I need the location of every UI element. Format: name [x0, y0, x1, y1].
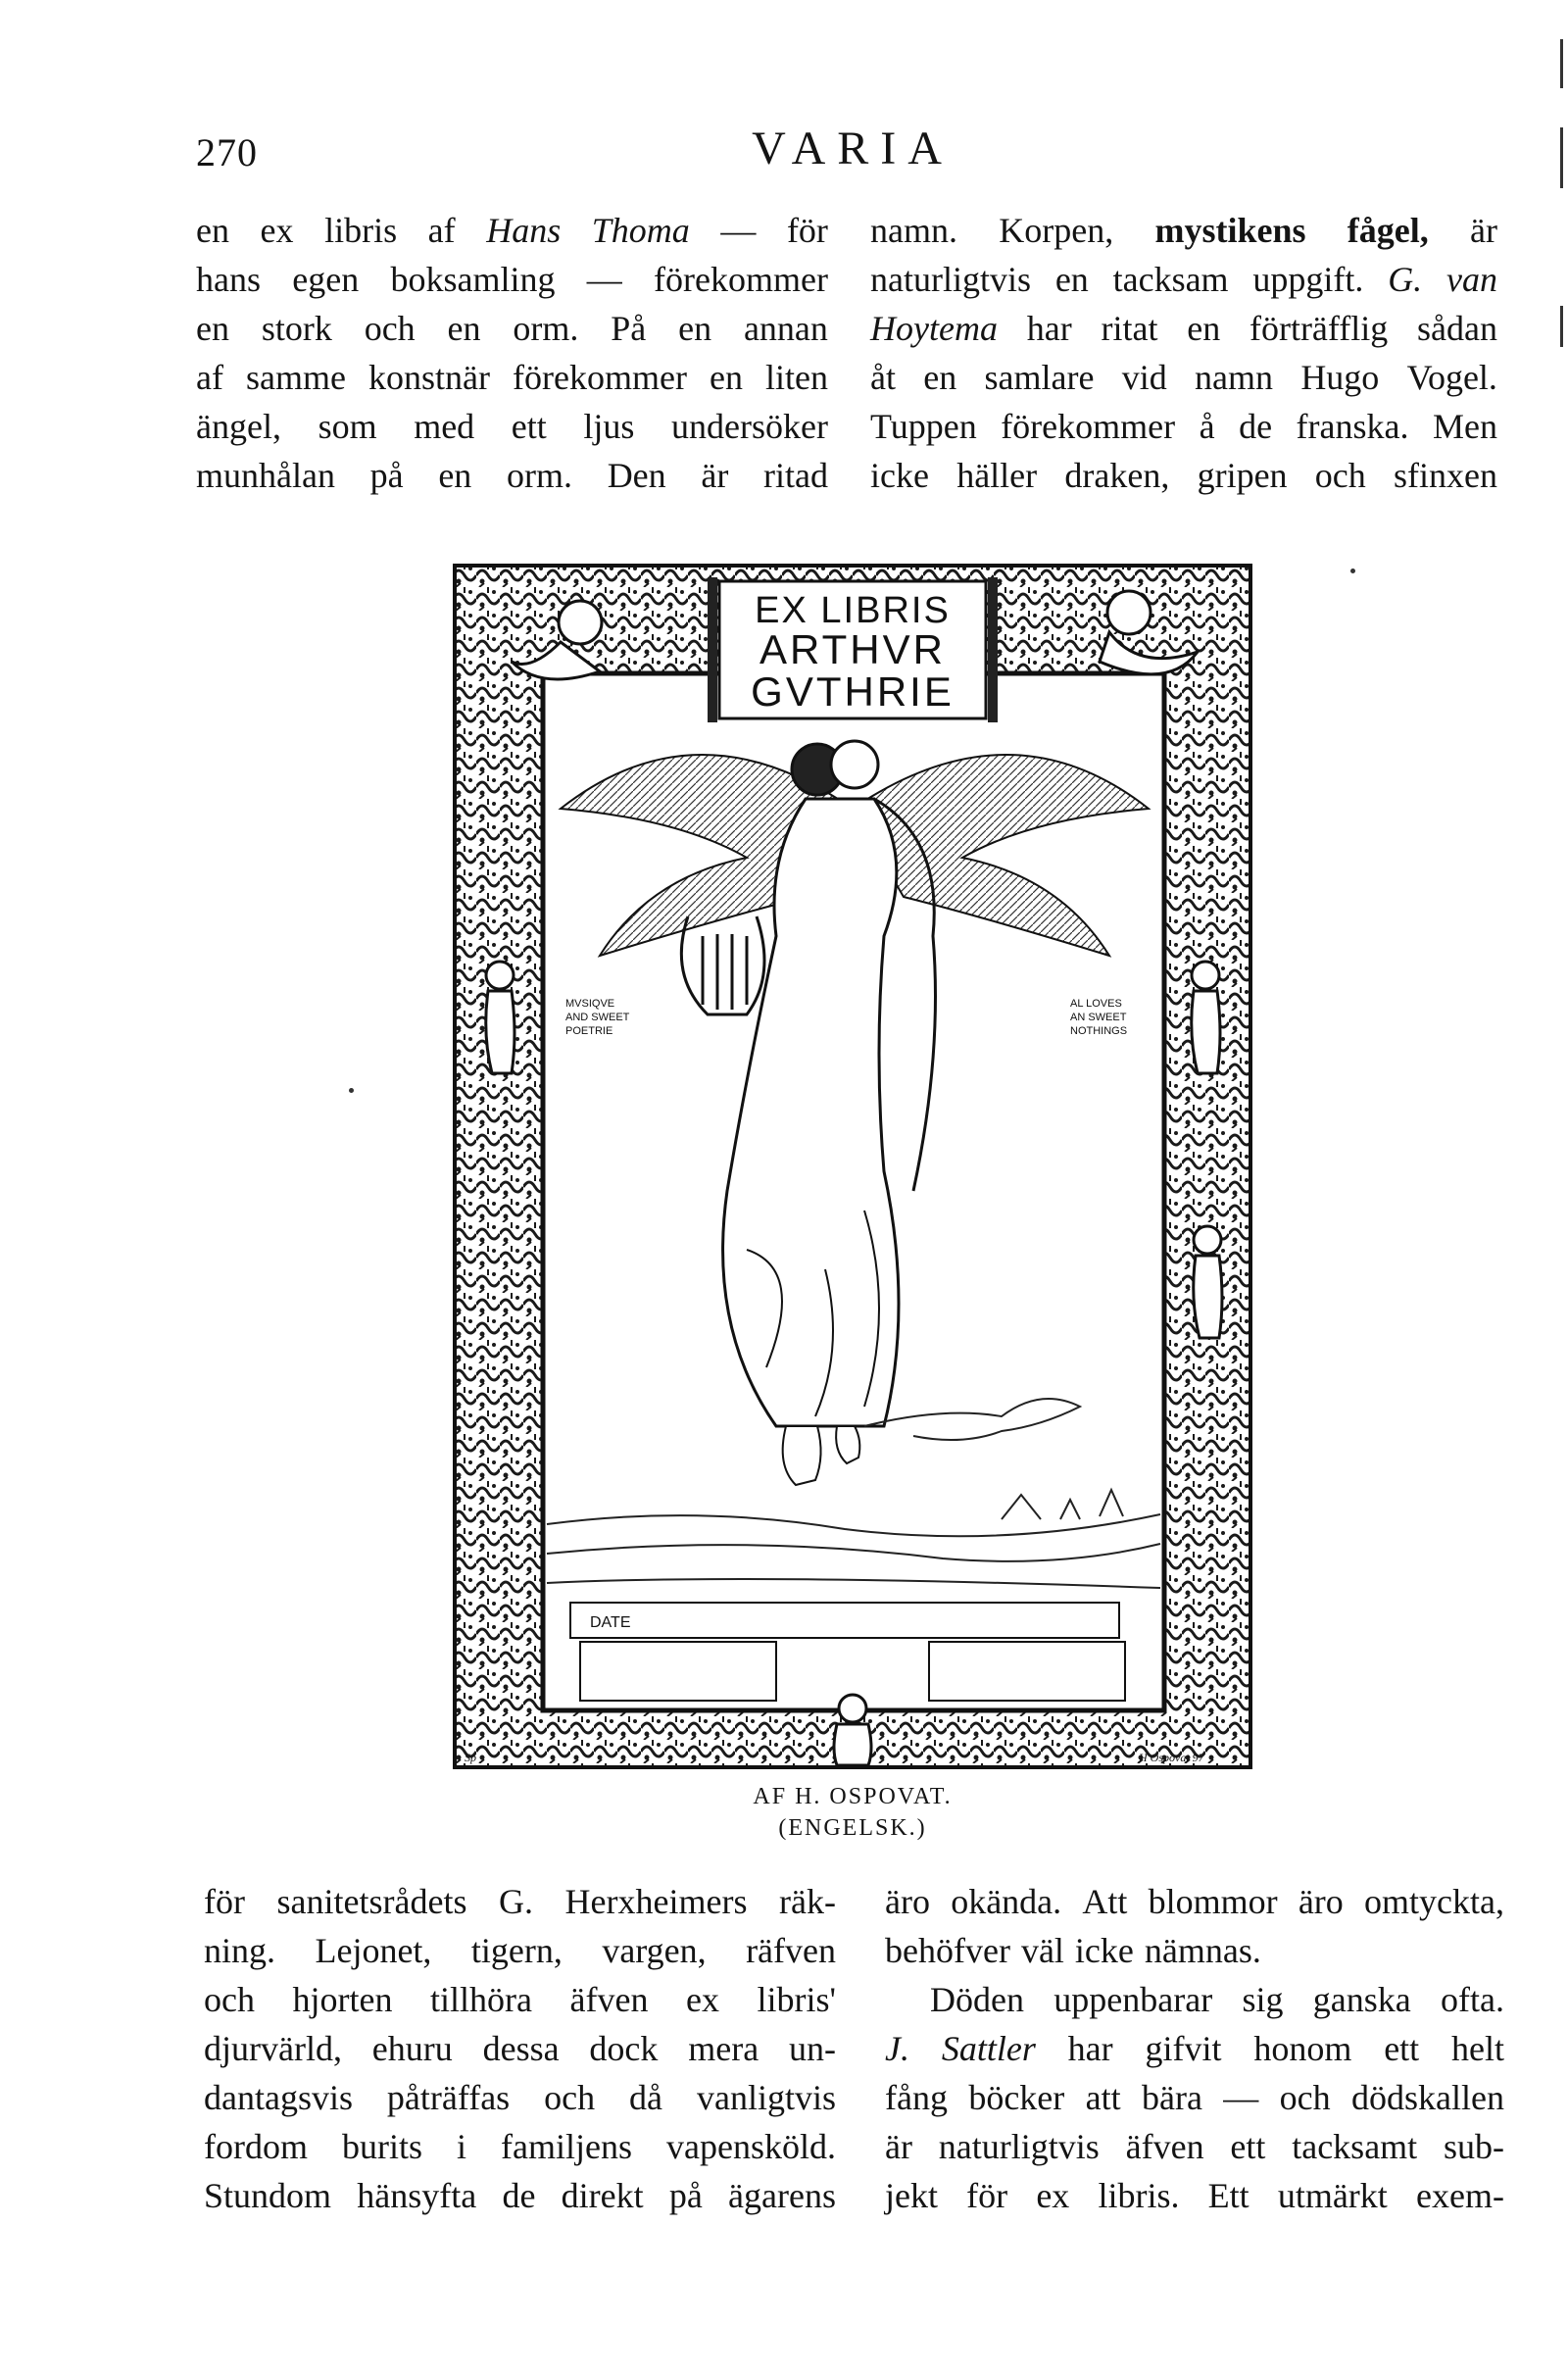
text-line [196, 304, 828, 353]
word: uppgift. [1252, 260, 1364, 299]
word: är [1470, 211, 1497, 250]
right-panel-line-3: NOTHINGS [1070, 1025, 1128, 1037]
text-line [870, 206, 1497, 255]
word: konstnär [368, 358, 490, 397]
word: orm. [513, 309, 579, 348]
word: un- [789, 2029, 836, 2068]
word: hjorten [292, 1980, 393, 2019]
word: ägarens [728, 2176, 836, 2215]
text-line [885, 2024, 1504, 2073]
word: dödskallen [1351, 2078, 1504, 2117]
section-title: VARIA [752, 123, 954, 174]
word: vid [1121, 358, 1167, 397]
word: böcker [968, 2078, 1065, 2117]
word: är [701, 456, 729, 495]
word: och [364, 309, 416, 348]
word: naturligtvis [870, 260, 1031, 299]
text-line [204, 1975, 836, 2024]
word: sfinxen [1394, 456, 1497, 495]
word: fång [885, 2078, 948, 2117]
word: äro [1298, 1882, 1344, 1921]
scan-speck [349, 1088, 354, 1093]
word: — [1223, 2078, 1259, 2117]
text-line [885, 2073, 1504, 2122]
word: bära [1141, 2078, 1202, 2117]
word: sanitetsrådets [276, 1882, 467, 1921]
word: Herxheimers [564, 1882, 748, 1921]
word: sub- [1444, 2127, 1504, 2166]
word: okända. [951, 1882, 1062, 1921]
word: van [1446, 260, 1497, 299]
word: en [1054, 260, 1089, 299]
word: icke [1074, 1931, 1134, 1970]
word: de [1239, 407, 1273, 446]
word: G. [1388, 260, 1423, 299]
page-number: 270 [196, 130, 258, 174]
word: draken, [1064, 456, 1170, 495]
word: G. [499, 1882, 533, 1921]
right-panel-line-2: AN SWEET [1070, 1012, 1127, 1023]
word: sig [1242, 1980, 1284, 2019]
text-line [204, 2073, 836, 2122]
word: franska. [1296, 407, 1409, 446]
word: på [369, 456, 404, 495]
text-line [204, 2171, 836, 2220]
word: stork [261, 309, 332, 348]
side-figure-left [486, 962, 514, 1073]
left-panel-line-1: MVSIQVE [565, 998, 615, 1010]
word: af [427, 211, 456, 250]
word: ex [260, 211, 294, 250]
word: af [196, 358, 223, 397]
word: äro [885, 1882, 930, 1921]
word: Den [607, 456, 666, 495]
word: ängel, [196, 407, 281, 446]
word: ex [1036, 2176, 1070, 2215]
word: ett [511, 407, 547, 446]
text-line [885, 1877, 1504, 1926]
text-column-top-right [870, 206, 1497, 500]
caption-artist: AF H. OSPOVAT. [753, 1784, 953, 1809]
text-line [196, 206, 828, 255]
signature-left: Sp [465, 1751, 476, 1764]
word: jekt [885, 2176, 938, 2215]
word: ehuru [371, 2029, 453, 2068]
word: som [318, 407, 377, 446]
text-line [196, 255, 828, 304]
word: libris. [1098, 2176, 1180, 2215]
word: Stundom [204, 2176, 332, 2215]
word: Tuppen [870, 407, 977, 446]
word: Att [1082, 1882, 1128, 1921]
word: de [502, 2176, 536, 2215]
word: en [923, 358, 957, 397]
ex-libris-illustration [453, 564, 1252, 1769]
word: munhålan [196, 456, 335, 495]
text-line [870, 353, 1497, 402]
word: sådan [1417, 309, 1497, 348]
word: Thoma [591, 211, 690, 250]
right-panel-line-1: AL LOVES [1070, 998, 1122, 1010]
text-line [870, 255, 1497, 304]
word: Sattler [941, 2029, 1036, 2068]
word: uppenbarar [1054, 1980, 1213, 2019]
word: och [544, 2078, 596, 2117]
signature-right: H Ospovat 97 [1139, 1751, 1204, 1764]
word: en [678, 309, 712, 348]
text-line [885, 1975, 1504, 2024]
word: Hans [486, 211, 562, 250]
word: utmärkt [1277, 2176, 1388, 2215]
word: med [414, 407, 475, 446]
left-panel-line-2: AND SWEET [565, 1012, 630, 1023]
scan-edge-mark [1560, 39, 1563, 88]
caption-origin: (ENGELSK.) [778, 1815, 927, 1841]
text-column-top-left [196, 206, 828, 500]
word: och [204, 1980, 255, 2019]
plate-title-line-1: EX LIBRIS [755, 590, 951, 631]
plate-title-line-2: ARTHVR [760, 626, 946, 672]
word: fågel, [1347, 211, 1429, 250]
text-line [885, 2122, 1504, 2171]
word: exem- [1415, 2176, 1504, 2215]
word: orm. [507, 456, 572, 495]
text-column-bottom-left [204, 1877, 836, 2220]
word: att [1085, 2078, 1121, 2117]
word: Men [1432, 407, 1497, 446]
bottom-figure [834, 1695, 871, 1765]
text-line [204, 2024, 836, 2073]
text-line [196, 451, 828, 500]
word: dock [589, 2029, 659, 2068]
word: ning. [204, 1931, 276, 1970]
word: tacksam [1112, 260, 1229, 299]
word: vargen, [602, 1931, 707, 1970]
word: en [196, 211, 229, 250]
word: dessa [482, 2029, 560, 2068]
word: i [457, 2127, 467, 2166]
word: ganska [1312, 1980, 1411, 2019]
word: Döden [930, 1980, 1024, 2019]
word: libris' [757, 1980, 836, 2019]
word: — [720, 211, 757, 250]
word: ex [685, 1980, 719, 2019]
word: ett [1230, 2127, 1266, 2166]
word: djurvärld, [204, 2029, 342, 2068]
word: burits [341, 2127, 422, 2166]
scan-speck [1350, 569, 1355, 573]
word: nämnas. [1144, 1931, 1261, 1970]
word: tillhöra [430, 1980, 532, 2019]
word: har [1067, 2029, 1113, 2068]
word: mera [688, 2029, 760, 2068]
word: och [1279, 2078, 1331, 2117]
word: Korpen, [999, 211, 1114, 250]
text-line [885, 1926, 1504, 1975]
word: väl [1020, 1931, 1064, 1970]
text-line [204, 1926, 836, 1975]
word: På [611, 309, 647, 348]
word: vapensköld. [665, 2127, 836, 2166]
scan-edge-mark [1560, 127, 1563, 188]
word: på [668, 2176, 703, 2215]
word: förekommer [513, 358, 687, 397]
text-column-bottom-right [885, 1877, 1504, 2220]
word: Lejonet, [315, 1931, 432, 1970]
text-line [870, 304, 1497, 353]
word: tacksamt [1292, 2127, 1418, 2166]
word: gifvit [1145, 2029, 1222, 2068]
word: boksamling [390, 260, 556, 299]
word: vanligtvis [696, 2078, 836, 2117]
text-line [204, 1877, 836, 1926]
plate-title-line-3: GVTHRIE [751, 668, 955, 715]
word: blommor [1148, 1882, 1278, 1921]
word: ritat [1101, 309, 1158, 348]
word: familjens [501, 2127, 632, 2166]
word: J. [885, 2029, 909, 2068]
text-line [870, 451, 1497, 500]
text-line [204, 2122, 836, 2171]
word: förekommer [654, 260, 828, 299]
word: häller [956, 456, 1038, 495]
word: behöfver [885, 1931, 1010, 1970]
word: förekommer [1001, 407, 1176, 446]
word: en [710, 358, 743, 397]
word: mystikens [1154, 211, 1306, 250]
word: för [204, 1882, 245, 1921]
scan-edge-mark [1560, 306, 1563, 347]
word: en [438, 456, 472, 495]
word: honom [1253, 2029, 1352, 2068]
word: har [1026, 309, 1072, 348]
word: undersöker [671, 407, 828, 446]
word: ofta. [1441, 1980, 1504, 2019]
text-line [196, 353, 828, 402]
text-line [196, 402, 828, 451]
word: annan [743, 309, 828, 348]
word: för [786, 211, 828, 250]
word: hans [196, 260, 261, 299]
word: räfven [746, 1931, 836, 1970]
word: — [586, 260, 622, 299]
word: en [1187, 309, 1221, 348]
word: libris [324, 211, 398, 250]
word: för [966, 2176, 1008, 2215]
word: en [447, 309, 481, 348]
word: äfven [569, 1980, 649, 2019]
word: då [629, 2078, 663, 2117]
word: är [885, 2127, 912, 2166]
word: påträffas [386, 2078, 511, 2117]
word: förträfflig [1249, 309, 1389, 348]
word: tigern, [470, 1931, 563, 1970]
word: en [196, 309, 229, 348]
text-line [885, 2171, 1504, 2220]
word: samme [246, 358, 346, 397]
word: egen [292, 260, 360, 299]
word: Ett [1207, 2176, 1250, 2215]
word: samlare [984, 358, 1095, 397]
left-panel-line-3: POETRIE [565, 1025, 613, 1037]
word: namn. [870, 211, 957, 250]
date-label: DATE [590, 1614, 631, 1631]
word: ett [1384, 2029, 1420, 2068]
word: gripen [1197, 456, 1288, 495]
word: åt [870, 358, 896, 397]
word: Vogel. [1406, 358, 1497, 397]
word: äfven [1125, 2127, 1204, 2166]
word: liten [765, 358, 828, 397]
word: omtyckta, [1364, 1882, 1504, 1921]
word: ljus [583, 407, 635, 446]
word: direkt [561, 2176, 644, 2215]
word: helt [1451, 2029, 1504, 2068]
word: fordom [204, 2127, 308, 2166]
word: ritad [763, 456, 828, 495]
word: dantagsvis [204, 2078, 353, 2117]
word: hänsyfta [357, 2176, 477, 2215]
word: namn [1195, 358, 1274, 397]
word: räk- [779, 1882, 836, 1921]
word: Hoytema [870, 309, 998, 348]
right-panel-text [1070, 998, 1127, 1037]
word: Hugo [1300, 358, 1380, 397]
word: icke [870, 456, 929, 495]
word: naturligtvis [938, 2127, 1100, 2166]
text-line [870, 402, 1497, 451]
word: å [1199, 407, 1215, 446]
word: och [1314, 456, 1366, 495]
